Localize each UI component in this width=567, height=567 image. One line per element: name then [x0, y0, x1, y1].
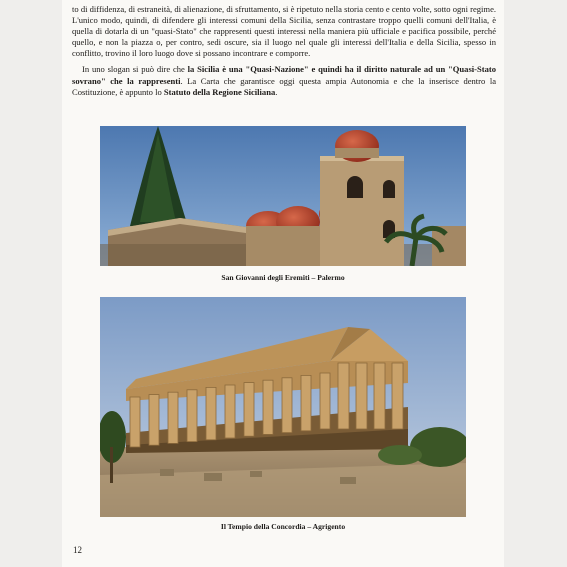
body-text [72, 4, 496, 98]
paragraph-1: to di diffidenza, di estraneità, di alienazione, di sfruttamento, si è ripetuto nella storia cento e cento volte, sotto ogni regime. L'unico modo, quindi, di difendere gli interessi comuni della Sicilia, senza contrastare troppo quelli comuni dell'Italia, è quella di dotarla di un "quasi-Stato" che rappresenti questi interessi nella maniera più ufficiale e pacifica possibile, perché quello, e non la piazza o, per contro, sedi oscure, sia il luogo nel quale gli interessi dell'Italia e della Sicilia, spesso in conflitto, trovino il loro luogo dove si possano incontrare e comporre. [72, 4, 496, 59]
paragraph-2: In uno slogan si può dire che la Sicilia è una "Quasi-Nazione" e quindi ha il diritto naturale ad un "Quasi-Stato sovrano" che la rappresenti. La Carta che garantisce oggi questa ampia Autonomia e che la inserisce dentro la Costituzione, è appunto lo Statuto della Regione Siciliana. [72, 64, 496, 97]
greek-temple-photo [100, 297, 466, 517]
figure-1-caption: San Giovanni degli Eremiti – Palermo [221, 273, 345, 282]
figure-2-caption: Il Tempio della Concordia – Agrigento [220, 522, 346, 531]
page-number: 12 [73, 545, 82, 555]
church-red-domes-photo [100, 126, 466, 266]
